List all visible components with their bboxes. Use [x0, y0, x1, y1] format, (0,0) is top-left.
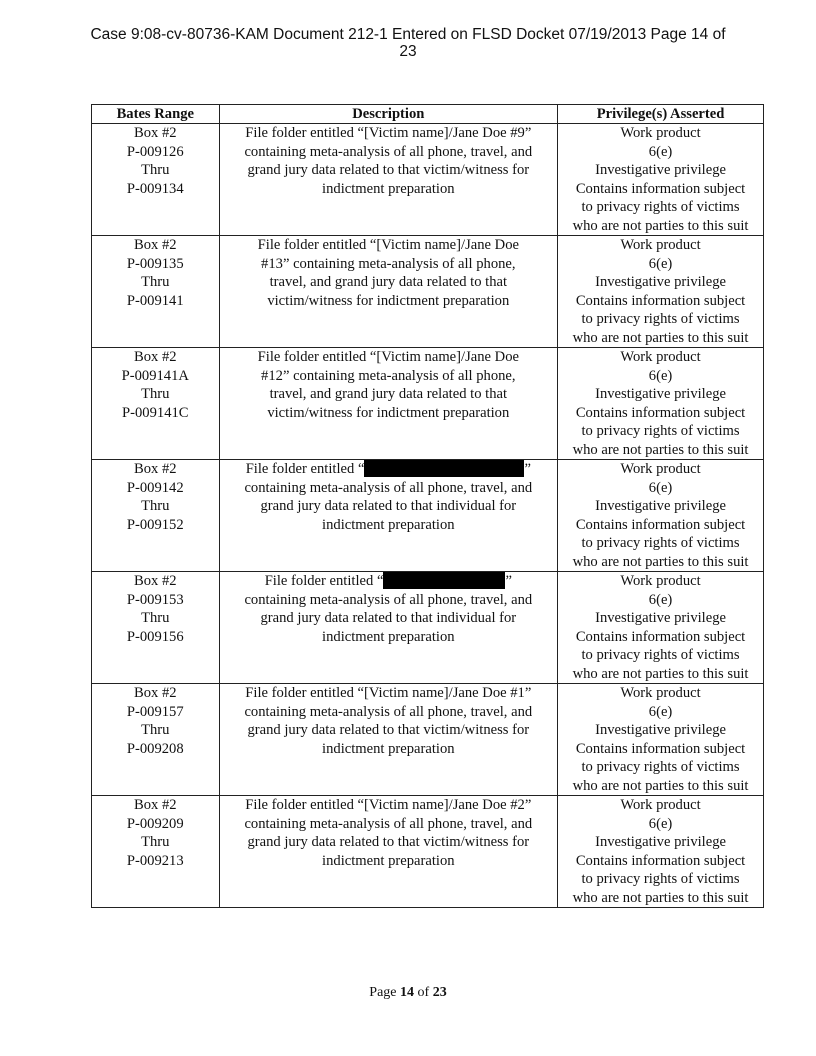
privilege-line: Work product: [620, 797, 701, 813]
privilege-line: Investigative privilege: [595, 162, 726, 178]
bates-range-cell: [92, 796, 220, 908]
description-line: grand jury data related to that individual for: [260, 610, 517, 626]
privilege-line: 6(e): [648, 591, 673, 608]
bates-range-cell: [92, 236, 220, 348]
bates-start: P-009126: [126, 143, 184, 160]
privilege-line: to privacy rights of victims: [581, 759, 740, 775]
description-line: victim/witness for indictment preparation: [267, 404, 510, 421]
privilege-cell: [558, 460, 764, 572]
bates-range-cell: [92, 348, 220, 460]
privilege-cell: [558, 796, 764, 908]
description-cell: [219, 124, 558, 236]
privilege-line: Contains information subject: [575, 404, 746, 421]
privilege-line: Work product: [620, 685, 701, 701]
table-row: [92, 348, 764, 460]
privilege-line: Contains information subject: [575, 180, 746, 197]
privilege-line: who are not parties to this suit: [572, 441, 749, 458]
privilege-line: Work product: [620, 573, 701, 589]
description-line: travel, and grand jury data related to that: [269, 274, 508, 290]
privilege-line: to privacy rights of victims: [581, 647, 740, 663]
description-cell: [219, 460, 558, 572]
bates-box: Box #2: [133, 125, 177, 141]
privilege-line: to privacy rights of victims: [581, 199, 740, 215]
privilege-cell: [558, 348, 764, 460]
bates-end: P-009141C: [122, 404, 189, 421]
description-line: victim/witness for indictment preparation: [267, 292, 510, 309]
bates-box: Box #2: [133, 573, 177, 589]
privilege-line: 6(e): [648, 815, 673, 832]
description-cell: [219, 684, 558, 796]
bates-thru: Thru: [141, 498, 170, 514]
bates-thru: Thru: [141, 610, 170, 626]
bates-thru: Thru: [141, 162, 170, 178]
description-prefix: File folder entitled “: [245, 461, 365, 477]
bates-start: P-009141A: [121, 367, 189, 384]
description-line: #12” containing meta-analysis of all phone,: [261, 367, 516, 384]
description-line: containing meta-analysis of all phone, travel, and: [244, 703, 533, 720]
table-header-row: [92, 105, 764, 124]
footer-page-prefix: Page: [369, 985, 397, 1000]
privilege-line: 6(e): [648, 143, 673, 160]
privilege-line: who are not parties to this suit: [572, 777, 749, 794]
description-line: File folder entitled “[Victim name]/Jane Doe: [257, 237, 519, 253]
privilege-line: Investigative privilege: [595, 610, 726, 626]
description-line: indictment preparation: [322, 516, 455, 533]
bates-range-cell: [92, 460, 220, 572]
bates-box: Box #2: [133, 461, 177, 477]
table-row: [92, 684, 764, 796]
description-line-redacted: [222, 460, 556, 479]
table-row: [92, 460, 764, 572]
description-line: grand jury data related to that victim/witness for: [247, 834, 530, 850]
privilege-line: Contains information subject: [575, 516, 746, 533]
description-line: grand jury data related to that victim/witness for: [247, 722, 530, 738]
privilege-cell: [558, 684, 764, 796]
privilege-line: who are not parties to this suit: [572, 553, 749, 570]
description-cell: [219, 236, 558, 348]
bates-end: P-009213: [126, 852, 184, 869]
privilege-line: 6(e): [648, 367, 673, 384]
description-line: containing meta-analysis of all phone, travel, and: [244, 479, 533, 496]
privilege-line: to privacy rights of victims: [581, 311, 740, 327]
description-line: File folder entitled “[Victim name]/Jane Doe: [257, 349, 519, 365]
privilege-line: 6(e): [648, 479, 673, 496]
column-header-bates: Bates Range: [92, 105, 220, 124]
bates-range-cell: [92, 684, 220, 796]
description-prefix: File folder entitled “: [264, 573, 384, 589]
privilege-log-table: [91, 104, 764, 908]
docket-header-line1: Case 9:08-cv-80736-KAM Document 212-1 Entered on FLSD Docket 07/19/2013 Page 14 of: [90, 26, 726, 43]
bates-thru: Thru: [141, 386, 170, 402]
privilege-line: Contains information subject: [575, 628, 746, 645]
privilege-line: who are not parties to this suit: [572, 329, 749, 346]
privilege-line: Investigative privilege: [595, 722, 726, 738]
redaction-box: [364, 460, 524, 477]
privilege-line: who are not parties to this suit: [572, 889, 749, 906]
docket-header-line2: 23: [399, 43, 417, 60]
footer-page-total: 23: [432, 985, 447, 1000]
description-line: containing meta-analysis of all phone, travel, and: [244, 143, 533, 160]
bates-start: P-009209: [126, 815, 184, 832]
bates-start: P-009157: [126, 703, 184, 720]
bates-thru: Thru: [141, 722, 170, 738]
description-line: travel, and grand jury data related to that: [269, 386, 508, 402]
footer-page-number: 14: [400, 985, 415, 1000]
privilege-line: Contains information subject: [575, 292, 746, 309]
privilege-line: who are not parties to this suit: [572, 217, 749, 234]
privilege-line: who are not parties to this suit: [572, 665, 749, 682]
privilege-line: Contains information subject: [575, 852, 746, 869]
privilege-cell: [558, 236, 764, 348]
description-cell: [219, 348, 558, 460]
privilege-line: Work product: [620, 461, 701, 477]
privilege-line: Work product: [620, 125, 701, 141]
description-line-redacted: [222, 572, 556, 591]
description-line: grand jury data related to that individual for: [260, 498, 517, 514]
description-line: containing meta-analysis of all phone, travel, and: [244, 591, 533, 608]
bates-thru: Thru: [141, 274, 170, 290]
privilege-line: 6(e): [648, 255, 673, 272]
description-line: grand jury data related to that victim/witness for: [247, 162, 530, 178]
description-cell: [219, 572, 558, 684]
privilege-line: Contains information subject: [575, 740, 746, 757]
privilege-line: 6(e): [648, 703, 673, 720]
bates-box: Box #2: [133, 797, 177, 813]
privilege-line: Work product: [620, 237, 701, 253]
redaction-box: [383, 572, 505, 589]
page-footer: [0, 985, 816, 1001]
privilege-cell: [558, 124, 764, 236]
bates-thru: Thru: [141, 834, 170, 850]
description-line: File folder entitled “[Victim name]/Jane Doe #1”: [245, 685, 532, 701]
footer-of: of: [417, 985, 430, 1000]
column-header-privilege: Privilege(s) Asserted: [558, 105, 764, 124]
description-line: File folder entitled “[Victim name]/Jane Doe #9”: [245, 125, 532, 141]
description-line: containing meta-analysis of all phone, travel, and: [244, 815, 533, 832]
privilege-line: Investigative privilege: [595, 834, 726, 850]
bates-end: P-009141: [126, 292, 184, 309]
bates-start: P-009135: [126, 255, 184, 272]
privilege-cell: [558, 572, 764, 684]
table-row: [92, 796, 764, 908]
privilege-line: to privacy rights of victims: [581, 423, 740, 439]
description-line: indictment preparation: [322, 628, 455, 645]
description-suffix: ”: [505, 573, 512, 589]
bates-range-cell: [92, 124, 220, 236]
description-line: indictment preparation: [322, 740, 455, 757]
bates-end: P-009156: [126, 628, 184, 645]
description-cell: [219, 796, 558, 908]
privilege-line: Work product: [620, 349, 701, 365]
bates-end: P-009134: [126, 180, 184, 197]
description-line: indictment preparation: [322, 180, 455, 197]
privilege-line: to privacy rights of victims: [581, 871, 740, 887]
privilege-line: Investigative privilege: [595, 274, 726, 290]
privilege-line: Investigative privilege: [595, 498, 726, 514]
bates-end: P-009152: [126, 516, 184, 533]
docket-header: [0, 26, 816, 60]
bates-box: Box #2: [133, 685, 177, 701]
description-line: #13” containing meta-analysis of all phone,: [261, 255, 516, 272]
privilege-line: Investigative privilege: [595, 386, 726, 402]
privilege-line: to privacy rights of victims: [581, 535, 740, 551]
table-row: [92, 236, 764, 348]
table-row: [92, 572, 764, 684]
bates-start: P-009153: [126, 591, 184, 608]
description-line: indictment preparation: [322, 852, 455, 869]
table-row: [92, 124, 764, 236]
bates-start: P-009142: [126, 479, 184, 496]
bates-box: Box #2: [133, 237, 177, 253]
bates-box: Box #2: [133, 349, 177, 365]
description-suffix: ”: [524, 461, 531, 477]
bates-range-cell: [92, 572, 220, 684]
column-header-description: Description: [219, 105, 558, 124]
description-line: File folder entitled “[Victim name]/Jane Doe #2”: [245, 797, 532, 813]
bates-end: P-009208: [126, 740, 184, 757]
